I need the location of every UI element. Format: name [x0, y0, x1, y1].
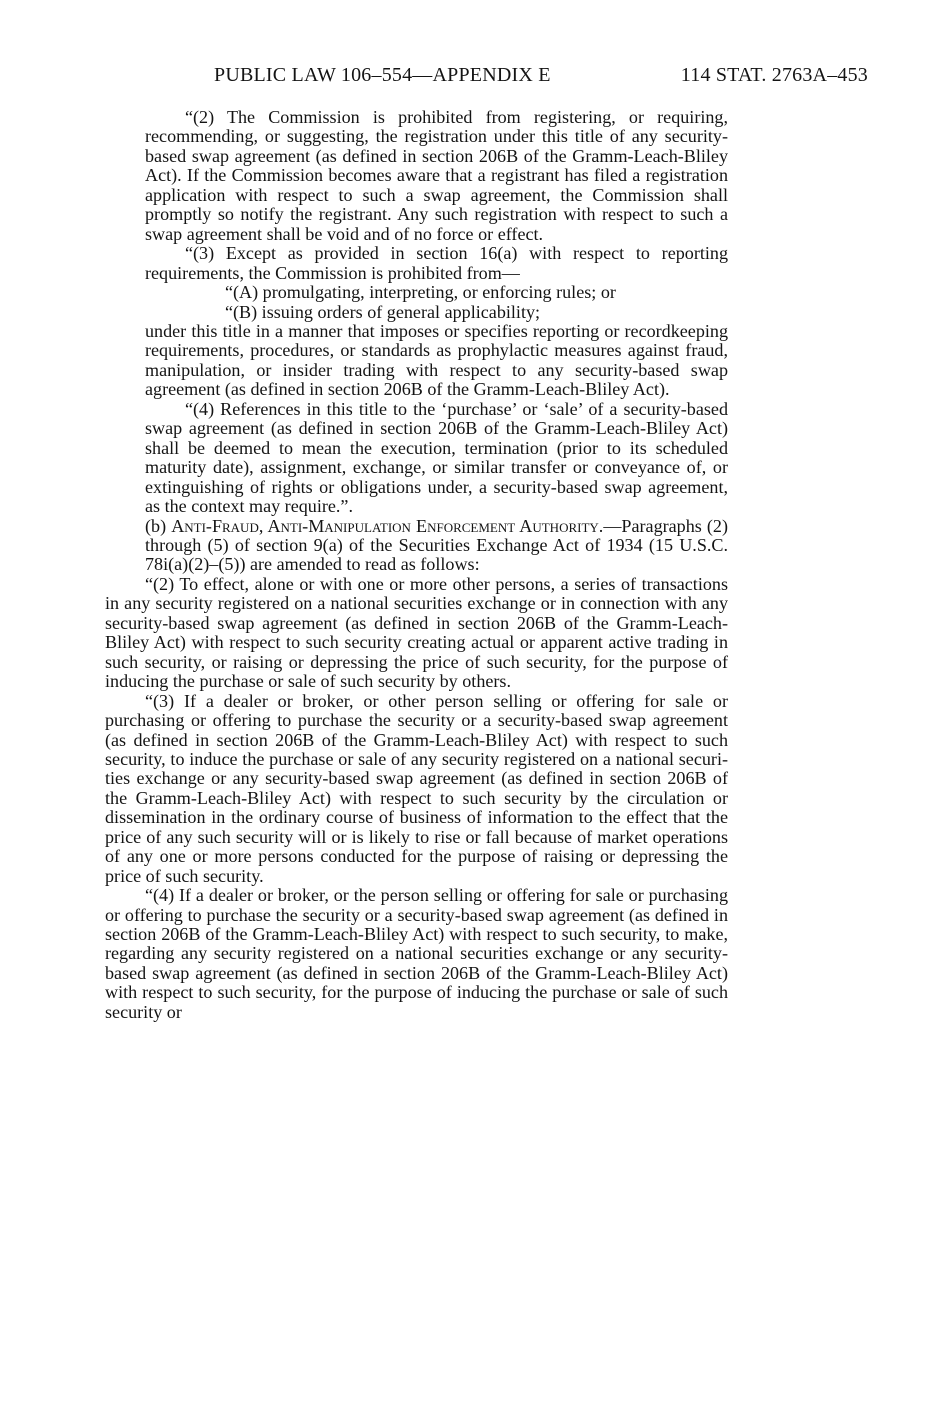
paragraph-2: “(2) The Commission is prohibited from registering, or requiring, recommending, or suggesting, the registration under this title of any security-based swap agreement (as defined in section 206B of the Gramm-Leach-Bliley Act). If the Commission becomes aware that a registrant has filed a registration application with respect to such a swap agreement, the Commission shall promptly so notify the registrant. Any such registration with respect to such a swap agreement shall be void and of no force or effect.	[145, 107, 728, 244]
amended-paragraph-4: “(4) If a dealer or broker, or the person selling or offering for sale or purchasing or offering to purchase the security or a security-based swap agreement (as defined in section 206B of the Gramm-Leach-Bliley Act) with respect to such security, to make, regarding any security registered on a national securities exchange or any security-based swap agreement (as defined in section 206B of the Gramm-Leach-Bliley Act) with respect to such security, for the purpose of inducing the purchase or sale of such security or	[105, 885, 728, 1022]
paragraph-3-tail: under this title in a manner that imposes or specifies reporting or recordkeeping requirements, procedures, or standards as prophylactic measures against fraud, manipulation, or insider trading with respect to any security-based swap agreement (as defined in section 206B of the Gramm-Leach-Bliley Act).	[145, 320, 728, 400]
subsection-b-label: (b)	[145, 515, 172, 536]
paragraph-3-intro: “(3) Except as provided in section 16(a) with respect to reporting requirements, the Commission is prohibited from—	[145, 243, 728, 283]
paragraph-3-item-a: “(A) promulgating, interpreting, or enforcing rules; or	[225, 282, 616, 303]
proposed-section-block	[105, 108, 728, 517]
paragraph-4: “(4) References in this title to the ‘purchase’ or ‘sale’ of a security-based swap agreement (as defined in section 206B of the Gramm-Leach-Bliley Act) shall be deemed to mean the execution, termination (prior to its scheduled maturity date), assignment, exchange, or similar transfer or conveyance of, or extinguishing of rights or obligations under, a security-based swap agreement, as the context may require.”.	[145, 398, 728, 517]
header-stat-citation: 114 STAT. 2763A–453	[680, 64, 868, 86]
subsection-b-text: .—Paragraphs (2) through (5) of section 9(a) of the Securities Exchange Act of 1934 (15 U.S.C. 78i(a)(2)–(5)) are amended to read as follows:	[145, 515, 728, 575]
amended-paragraph-2: “(2) To effect, alone or with one or more other persons, a series of transactions in any security registered on a national securities exchange or in connection with any security-based swap agreement (as defined in section 206B of the Gramm-Leach-Bliley Act) with respect to such security creating actual or apparent active trading in such security, or raising or depressing the price of such security, for the purpose of inducing the purchase or sale of such security by others.	[105, 573, 728, 692]
body-text	[105, 108, 728, 1022]
subsection-b	[105, 517, 728, 575]
paragraph-3-item-b: “(B) issuing orders of general applicability;	[225, 301, 541, 322]
amended-paragraph-3: “(3) If a dealer or broker, or other person selling or offering for sale or purchasing or offering to purchase the security or a security-based swap agreement (as defined in section 206B of the Gramm-Leach-Bliley Act) with respect to such security, to induce the purchase or sale of any security registered on a national securities exchange or any security-based swap agreement (as defined in section 206B of the Gramm-Leach-Bliley Act) with respect to such security by the circulation or dissemination in the ordinary course of business of information to the effect that the price of any such security will or is likely to rise or fall because of market operations of any one or more persons conducted for the purpose of raising or depressing the price of such security.	[105, 690, 728, 886]
subsection-b-heading: Anti-Fraud, Anti-Manipulation Enforcement Authority	[171, 515, 599, 536]
header-title: PUBLIC LAW 106–554—APPENDIX E	[214, 64, 551, 86]
